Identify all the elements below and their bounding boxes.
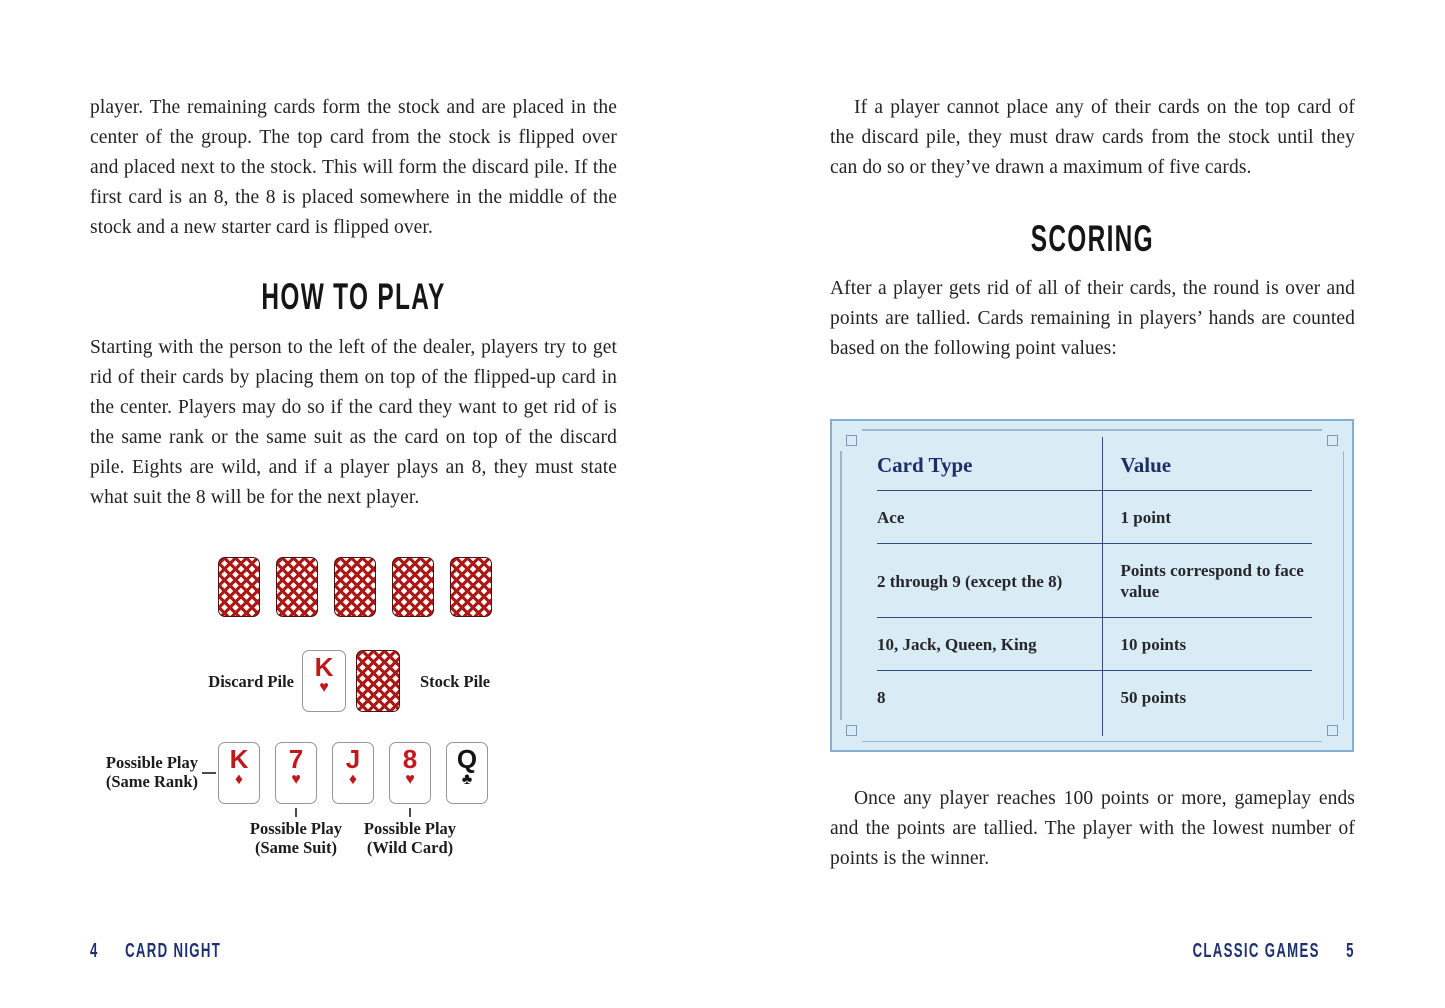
page-left	[90, 0, 617, 1008]
card-rank: Q	[456, 744, 478, 774]
label-line-2: (Same Rank)	[105, 772, 198, 791]
paragraph-winner: Once any player reaches 100 points or more, gameplay ends and the points are tallied. The player with the lowest number of points is the winner.	[830, 788, 1355, 869]
frame-line-bottom	[862, 741, 1322, 743]
discard-card-king-hearts	[302, 650, 346, 712]
heart-icon: ♥	[319, 679, 329, 696]
frame-line-top	[862, 429, 1322, 431]
page-number: 4	[90, 940, 99, 962]
table-row-ten-jack-queen-king	[877, 618, 1312, 671]
paragraph-stock-setup: player. The remaining cards form the stock and are placed in the center of the group. The top card from the stock is flipped over and placed next to the stock. This will form the discard pile. If the first card is an 8, the 8 is placed somewhere in the middle of the stock and a new starter card is flipped over.	[90, 97, 617, 238]
table-row-two-through-nine	[877, 544, 1312, 618]
face-down-card	[218, 557, 260, 617]
label-line-1: Possible Play	[363, 819, 457, 838]
possible-play-card-eight-hearts	[389, 742, 431, 804]
cell-card-type: 2 through 9 (except the 8)	[877, 571, 1063, 591]
table-row-ace	[877, 491, 1312, 544]
face-down-card	[392, 557, 434, 617]
stock-pile-card	[356, 650, 400, 712]
paragraph-scoring-intro: After a player gets rid of all of their cards, the round is over and points are tallied. Cards remaining in players’ hands are counted based on the following point values:	[830, 278, 1355, 359]
card-rank: K	[229, 744, 249, 774]
section-title: CLASSIC GAMES	[1192, 940, 1320, 962]
label-line-2: (Same Suit)	[254, 838, 338, 857]
corner-square-bottom-left	[846, 725, 857, 736]
label-line-1: Possible Play	[249, 819, 343, 838]
heart-icon: ♥	[291, 771, 301, 788]
frame-line-right	[1343, 451, 1345, 720]
frame-line-left	[840, 451, 842, 720]
column-header-value: Value	[1102, 437, 1312, 491]
paragraph-how-to-play: Starting with the person to the left of the dealer, players try to get rid of their cards by placing them on top of the flipped-up card in the center. Players may do so if the card they want to get rid of is the same rank or the same suit as the card on top of the discard pile. Eights are wild, and if a player plays an 8, they must state what suit the 8 will be for the next player.	[90, 337, 617, 508]
card-rank: K	[314, 652, 334, 682]
heading-scoring: SCORING	[1030, 218, 1155, 259]
heading-how-to-play-wrap	[90, 276, 617, 318]
face-down-card	[450, 557, 492, 617]
paragraph-draw-rule: If a player cannot place any of their cards on the top card of the discard pile, they must draw cards from the stock until they can do so or they’ve drawn a maximum of five cards.	[830, 97, 1355, 178]
wild-card-tick-line	[409, 808, 411, 817]
corner-square-top-right	[1327, 435, 1338, 446]
cell-value: 1 point	[1102, 491, 1312, 544]
stock-pile-label: Stock Pile	[420, 672, 491, 691]
cell-value: 50 points	[1102, 671, 1312, 737]
possible-play-wild-card-label	[340, 819, 480, 857]
club-icon: ♣	[461, 771, 473, 788]
possible-play-card-jack-diamonds	[332, 742, 374, 804]
cell-card-type: Ace	[877, 508, 905, 527]
label-line-1: Possible Play	[105, 753, 198, 772]
footer-right	[1109, 940, 1355, 963]
cell-card-type: 8	[877, 688, 886, 707]
possible-play-card-seven-hearts	[275, 742, 317, 804]
heart-icon: ♥	[405, 771, 415, 788]
corner-square-top-left	[846, 435, 857, 446]
column-header-card-type: Card Type	[877, 453, 973, 477]
possible-play-same-rank-label	[98, 753, 198, 791]
card-rank: 7	[288, 744, 304, 774]
discard-pile-label: Discard Pile	[208, 672, 294, 691]
heading-how-to-play: HOW TO PLAY	[261, 276, 446, 317]
diamond-icon: ♦	[348, 771, 358, 788]
table-row-eight	[877, 671, 1312, 737]
card-rank: J	[345, 744, 361, 774]
face-down-card	[276, 557, 318, 617]
card-rank: 8	[402, 744, 418, 774]
same-suit-tick-line	[295, 808, 297, 817]
possible-play-card-queen-clubs	[446, 742, 488, 804]
cell-value: Points correspond to face value	[1102, 544, 1312, 618]
label-line-2: (Wild Card)	[366, 838, 454, 857]
same-rank-connector-line	[202, 772, 216, 774]
diamond-icon: ♦	[234, 771, 244, 788]
face-down-card	[334, 557, 376, 617]
footer-left	[90, 940, 289, 963]
heading-scoring-wrap	[830, 218, 1355, 260]
book-title: CARD NIGHT	[125, 940, 222, 962]
score-table	[877, 437, 1312, 736]
cell-value: 10 points	[1102, 618, 1312, 671]
cell-card-type: 10, Jack, Queen, King	[877, 635, 1037, 654]
card-diagram	[90, 545, 617, 865]
score-table-header-row	[877, 437, 1312, 491]
possible-play-card-king-diamonds	[218, 742, 260, 804]
corner-square-bottom-right	[1327, 725, 1338, 736]
scoring-table-box	[830, 419, 1354, 752]
page-number: 5	[1346, 940, 1355, 962]
